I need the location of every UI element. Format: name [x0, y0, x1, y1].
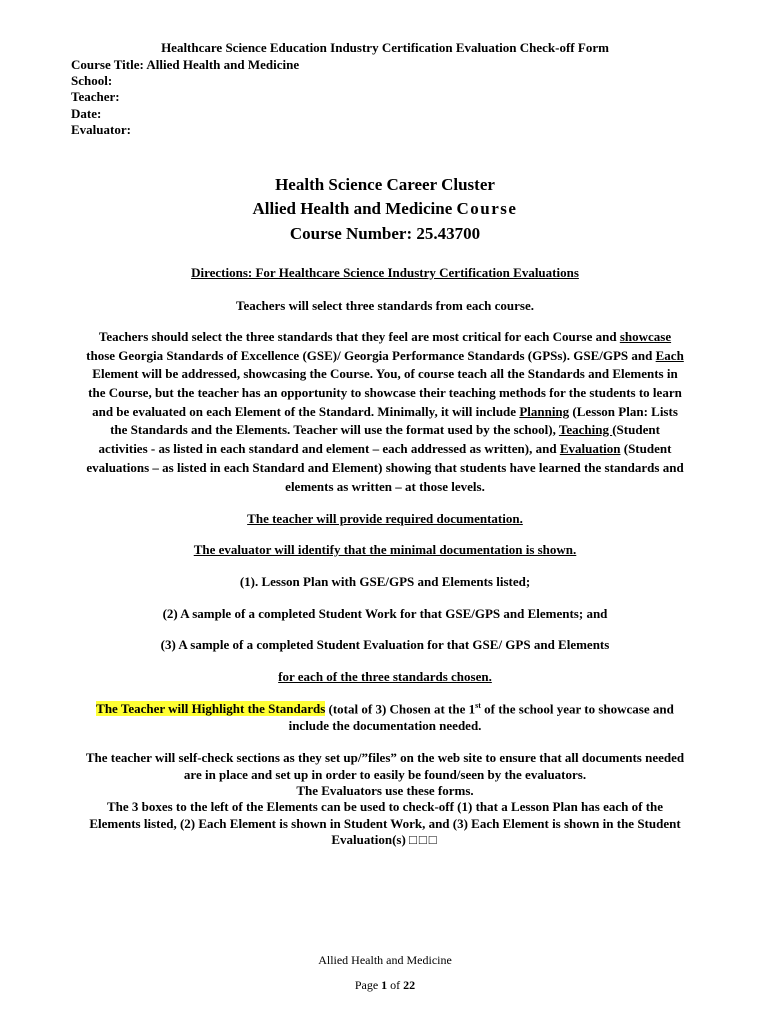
list-item-lesson-plan: (1). Lesson Plan with GSE/GPS and Elements listed;	[239, 574, 531, 589]
course-title: Course Title: Allied Health and Medicine	[71, 57, 300, 72]
teacher-label: Teacher:	[71, 89, 120, 104]
evaluator-note: The evaluator will identify that the minimal documentation is shown.	[193, 542, 577, 557]
school-label: School:	[71, 73, 113, 88]
evaluator-label: Evaluator:	[71, 122, 131, 137]
highlighted-text: The Teacher will Highlight the Standards	[96, 701, 326, 717]
list-item-student-evaluation: (3) A sample of a completed Student Evaluation for that GSE/ GPS and Elements	[160, 637, 610, 652]
course-name-title: Allied Health and Medicine Course	[252, 199, 518, 218]
form-title: Healthcare Science Education Industry Certification Evaluation Check-off Form	[161, 40, 609, 55]
footer-course: Allied Health and Medicine	[318, 953, 452, 967]
cluster-title: Health Science Career Cluster	[275, 175, 495, 194]
date-label: Date:	[71, 106, 102, 121]
document-page: Healthcare Science Education Industry Certification Evaluation Check-off Form Course Title: Allied Health and Medicine School: Teacher: Date: Evaluator: Health Science Career Cluster Allied Health and Medicine Course Course Number: 25.43700 Directions: For Healthcare Science Industry Certification Evaluations Teachers will select three standards from each course. Teachers should select the three standards that they feel are most critical for each Course and showcase those Georgia Standards of Excellence (GSE)/ Georgia Performance Standards (GPSs). GSE/GPS and Each Element will be addressed, showcasing the Course. You, of course teach all the Standards and Elements in the Course, but the teacher has an opportunity to showcase their teaching methods for the students to learn and be evaluated on each Element of the Standard. Minimally, it will include Planning (Lesson Plan: Lists the Standards and the Elements. Teacher will use the format used by the school), Teaching (Student activities - as listed in each standard and element – each addressed as written), and Evaluation (Student evaluations – as listed in each Standard and Element) showing that students have learned the standards and elements as written – at those levels. The teacher will provide required documentation. The evaluator will identify that the minimal documentation is shown. (1). Lesson Plan with GSE/GPS and Elements listed; (2) A sample of a completed Student Work for that GSE/GPS and Elements; and (3) A sample of a completed Student Evaluation for that GSE/ GPS and Elements for each of the three standards chosen. The Teacher will Highlight the Standards (total of 3) Chosen at the 1st of the school year to showcase and include the documentation needed. The teacher will self-check sections as they set up/”files” on the web site to ensure that all documents needed are in place and set up in order to easily be found/seen by the evaluators. The Evaluators use these forms. The 3 boxes to the left of the Elements can be used to check-off (1) that a Lesson Plan has each of the Elements listed, (2) Each Element is shown in Student Work, and (3) Each Element is shown in the Student Evaluation(s) □□□ Allied Health and Medicine Page 1 of 22	[0, 0, 770, 1024]
select-note: Teachers will select three standards from each course.	[236, 298, 534, 313]
documentation-note: The teacher will provide required documentation.	[247, 511, 523, 526]
highlight-instruction: The Teacher will Highlight the Standards (total of 3) Chosen at the 1st of the school year to showcase and	[96, 701, 674, 717]
each-standard-note: for each of the three standards chosen.	[278, 669, 492, 684]
page-number: Page 1 of 22	[354, 978, 416, 992]
list-item-student-work: (2) A sample of a completed Student Work for that GSE/GPS and Elements; and	[162, 606, 608, 621]
course-number: Course Number: 25.43700	[289, 224, 481, 243]
directions-heading: Directions: For Healthcare Science Industry Certification Evaluations	[191, 265, 579, 280]
checkbox-glyphs: □□□	[409, 832, 439, 847]
